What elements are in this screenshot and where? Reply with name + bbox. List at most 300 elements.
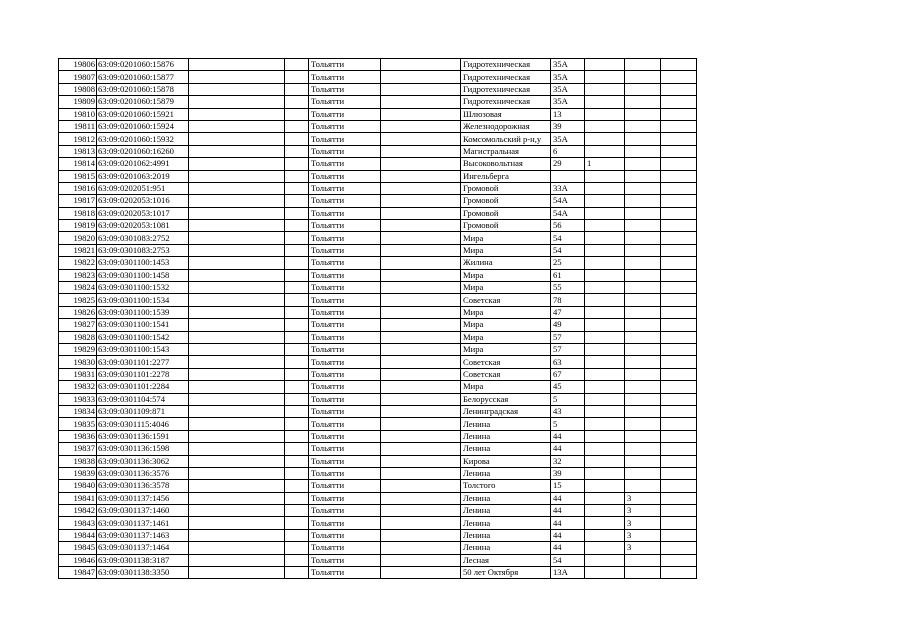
blank-cell xyxy=(189,133,285,145)
table-row xyxy=(59,232,697,244)
cadastral-number-cell: 63:09:0201060:15879 xyxy=(97,96,189,108)
blank-cell xyxy=(285,306,309,318)
blank-cell xyxy=(285,282,309,294)
cadastral-number-cell: 63:09:0202053:1016 xyxy=(97,195,189,207)
blank-cell xyxy=(189,207,285,219)
house-number-cell: 15 xyxy=(551,480,585,492)
blank-cell xyxy=(189,368,285,380)
table-row xyxy=(59,356,697,368)
row-number-cell: 19813 xyxy=(59,145,97,157)
city-cell: Тольятти xyxy=(309,356,381,368)
blank-cell xyxy=(189,529,285,541)
building-cell xyxy=(585,59,625,71)
city-cell: Тольятти xyxy=(309,381,381,393)
city-cell: Тольятти xyxy=(309,430,381,442)
blank-cell xyxy=(285,220,309,232)
blank-cell xyxy=(285,195,309,207)
blank-cell xyxy=(381,343,461,355)
cadastral-number-cell: 63:09:0201062:4991 xyxy=(97,158,189,170)
apartment-cell xyxy=(625,567,661,579)
row-number-cell: 19818 xyxy=(59,207,97,219)
table-row xyxy=(59,71,697,83)
table-row xyxy=(59,517,697,529)
cadastral-number-cell: 63:09:0301137:1456 xyxy=(97,492,189,504)
blank-cell xyxy=(285,170,309,182)
blank-cell xyxy=(285,96,309,108)
blank-cell xyxy=(381,567,461,579)
row-number-cell: 19833 xyxy=(59,393,97,405)
blank-cell xyxy=(189,257,285,269)
cadastral-number-cell: 63:09:0301136:3576 xyxy=(97,467,189,479)
street-cell: Магистральная xyxy=(461,145,551,157)
table-row xyxy=(59,108,697,120)
apartment-cell xyxy=(625,83,661,95)
blank-cell xyxy=(381,505,461,517)
row-number-cell: 19819 xyxy=(59,220,97,232)
house-number-cell: 25 xyxy=(551,257,585,269)
house-number-cell: 32 xyxy=(551,455,585,467)
building-cell xyxy=(585,244,625,256)
apartment-cell xyxy=(625,257,661,269)
city-cell: Тольятти xyxy=(309,269,381,281)
building-cell xyxy=(585,405,625,417)
blank-cell xyxy=(189,381,285,393)
blank-cell xyxy=(285,492,309,504)
blank-cell xyxy=(661,443,697,455)
table-row xyxy=(59,220,697,232)
row-number-cell: 19808 xyxy=(59,83,97,95)
blank-cell xyxy=(189,220,285,232)
cadastral-number-cell: 63:09:0301100:1542 xyxy=(97,331,189,343)
cadastral-number-cell: 63:09:0301083:2752 xyxy=(97,232,189,244)
house-number-cell: 44 xyxy=(551,505,585,517)
row-number-cell: 19828 xyxy=(59,331,97,343)
cadastral-number-cell: 63:09:0301136:3062 xyxy=(97,455,189,467)
apartment-cell xyxy=(625,120,661,132)
blank-cell xyxy=(189,59,285,71)
blank-cell xyxy=(189,195,285,207)
cadastral-number-cell: 63:09:0301109:871 xyxy=(97,405,189,417)
city-cell: Тольятти xyxy=(309,554,381,566)
apartment-cell xyxy=(625,306,661,318)
building-cell xyxy=(585,542,625,554)
street-cell: Ленина xyxy=(461,492,551,504)
blank-cell xyxy=(285,331,309,343)
city-cell: Тольятти xyxy=(309,418,381,430)
blank-cell xyxy=(381,405,461,417)
table-row xyxy=(59,418,697,430)
blank-cell xyxy=(661,96,697,108)
row-number-cell: 19822 xyxy=(59,257,97,269)
city-cell: Тольятти xyxy=(309,542,381,554)
blank-cell xyxy=(285,319,309,331)
blank-cell xyxy=(285,467,309,479)
blank-cell xyxy=(189,96,285,108)
table-row xyxy=(59,430,697,442)
building-cell xyxy=(585,381,625,393)
blank-cell xyxy=(381,120,461,132)
city-cell: Тольятти xyxy=(309,492,381,504)
blank-cell xyxy=(189,492,285,504)
row-number-cell: 19840 xyxy=(59,480,97,492)
house-number-cell: 67 xyxy=(551,368,585,380)
building-cell xyxy=(585,170,625,182)
apartment-cell xyxy=(625,381,661,393)
blank-cell xyxy=(285,393,309,405)
blank-cell xyxy=(381,294,461,306)
row-number-cell: 19816 xyxy=(59,182,97,194)
blank-cell xyxy=(285,269,309,281)
blank-cell xyxy=(661,182,697,194)
cadastral-number-cell: 63:09:0301100:1453 xyxy=(97,257,189,269)
house-number-cell: 43 xyxy=(551,405,585,417)
blank-cell xyxy=(661,418,697,430)
blank-cell xyxy=(661,405,697,417)
blank-cell xyxy=(381,331,461,343)
row-number-cell: 19826 xyxy=(59,306,97,318)
row-number-cell: 19839 xyxy=(59,467,97,479)
street-cell: Ленина xyxy=(461,430,551,442)
blank-cell xyxy=(381,108,461,120)
blank-cell xyxy=(285,381,309,393)
row-number-cell: 19842 xyxy=(59,505,97,517)
cadastral-number-cell: 63:09:0301101:2278 xyxy=(97,368,189,380)
apartment-cell: 3 xyxy=(625,529,661,541)
blank-cell xyxy=(661,567,697,579)
table-row xyxy=(59,282,697,294)
city-cell: Тольятти xyxy=(309,96,381,108)
cadastral-number-cell: 63:09:0301136:1591 xyxy=(97,430,189,442)
city-cell: Тольятти xyxy=(309,517,381,529)
building-cell xyxy=(585,368,625,380)
house-number-cell: 54А xyxy=(551,207,585,219)
apartment-cell xyxy=(625,158,661,170)
apartment-cell xyxy=(625,108,661,120)
blank-cell xyxy=(189,306,285,318)
row-number-cell: 19821 xyxy=(59,244,97,256)
apartment-cell xyxy=(625,195,661,207)
blank-cell xyxy=(189,517,285,529)
house-number-cell: 56 xyxy=(551,220,585,232)
blank-cell xyxy=(661,517,697,529)
house-number-cell: 45 xyxy=(551,381,585,393)
apartment-cell xyxy=(625,269,661,281)
cadastral-number-cell: 63:09:0301104:574 xyxy=(97,393,189,405)
street-cell: Ленина xyxy=(461,517,551,529)
building-cell xyxy=(585,294,625,306)
row-number-cell: 19847 xyxy=(59,567,97,579)
blank-cell xyxy=(381,368,461,380)
blank-cell xyxy=(189,356,285,368)
city-cell: Тольятти xyxy=(309,480,381,492)
building-cell xyxy=(585,145,625,157)
blank-cell xyxy=(285,505,309,517)
table-row xyxy=(59,529,697,541)
blank-cell xyxy=(189,282,285,294)
building-cell xyxy=(585,331,625,343)
house-number-cell: 35А xyxy=(551,133,585,145)
blank-cell xyxy=(661,282,697,294)
house-number-cell: 44 xyxy=(551,443,585,455)
blank-cell xyxy=(381,59,461,71)
apartment-cell xyxy=(625,455,661,467)
house-number-cell: 44 xyxy=(551,430,585,442)
table-row xyxy=(59,480,697,492)
blank-cell xyxy=(381,257,461,269)
street-cell: Ленина xyxy=(461,529,551,541)
table-row xyxy=(59,145,697,157)
street-cell: 50 лет Октября xyxy=(461,567,551,579)
blank-cell xyxy=(661,83,697,95)
house-number-cell: 33А xyxy=(551,182,585,194)
blank-cell xyxy=(381,430,461,442)
table-row xyxy=(59,505,697,517)
row-number-cell: 19829 xyxy=(59,343,97,355)
city-cell: Тольятти xyxy=(309,108,381,120)
blank-cell xyxy=(381,269,461,281)
blank-cell xyxy=(661,244,697,256)
blank-cell xyxy=(189,294,285,306)
table-row xyxy=(59,455,697,467)
blank-cell xyxy=(661,368,697,380)
building-cell xyxy=(585,257,625,269)
blank-cell xyxy=(661,319,697,331)
table-row xyxy=(59,59,697,71)
street-cell: Мира xyxy=(461,331,551,343)
blank-cell xyxy=(285,554,309,566)
table-row xyxy=(59,207,697,219)
blank-cell xyxy=(189,567,285,579)
street-cell: Мира xyxy=(461,282,551,294)
apartment-cell xyxy=(625,331,661,343)
street-cell: Гидротехническая xyxy=(461,96,551,108)
blank-cell xyxy=(381,133,461,145)
house-number-cell: 35А xyxy=(551,96,585,108)
blank-cell xyxy=(189,170,285,182)
blank-cell xyxy=(381,529,461,541)
city-cell: Тольятти xyxy=(309,83,381,95)
row-number-cell: 19830 xyxy=(59,356,97,368)
blank-cell xyxy=(189,467,285,479)
cadastral-number-cell: 63:09:0301100:1539 xyxy=(97,306,189,318)
blank-cell xyxy=(381,195,461,207)
apartment-cell xyxy=(625,319,661,331)
row-number-cell: 19841 xyxy=(59,492,97,504)
table-row xyxy=(59,405,697,417)
city-cell: Тольятти xyxy=(309,467,381,479)
blank-cell xyxy=(661,195,697,207)
apartment-cell: 3 xyxy=(625,505,661,517)
blank-cell xyxy=(189,554,285,566)
street-cell: Толстого xyxy=(461,480,551,492)
table-row xyxy=(59,269,697,281)
house-number-cell: 78 xyxy=(551,294,585,306)
table-row xyxy=(59,257,697,269)
building-cell xyxy=(585,207,625,219)
street-cell: Мира xyxy=(461,244,551,256)
blank-cell xyxy=(381,71,461,83)
table-row xyxy=(59,306,697,318)
table-row xyxy=(59,319,697,331)
blank-cell xyxy=(381,356,461,368)
city-cell: Тольятти xyxy=(309,71,381,83)
building-cell xyxy=(585,195,625,207)
house-number-cell: 54 xyxy=(551,554,585,566)
city-cell: Тольятти xyxy=(309,368,381,380)
table-row xyxy=(59,331,697,343)
apartment-cell xyxy=(625,393,661,405)
street-cell: Гидротехническая xyxy=(461,71,551,83)
blank-cell xyxy=(285,418,309,430)
city-cell: Тольятти xyxy=(309,120,381,132)
building-cell xyxy=(585,517,625,529)
table-row xyxy=(59,182,697,194)
blank-cell xyxy=(189,120,285,132)
blank-cell xyxy=(661,207,697,219)
apartment-cell xyxy=(625,356,661,368)
city-cell: Тольятти xyxy=(309,158,381,170)
city-cell: Тольятти xyxy=(309,59,381,71)
building-cell: 1 xyxy=(585,158,625,170)
blank-cell xyxy=(189,232,285,244)
cadastral-number-cell: 63:09:0201060:16260 xyxy=(97,145,189,157)
blank-cell xyxy=(285,59,309,71)
row-number-cell: 19811 xyxy=(59,120,97,132)
blank-cell xyxy=(189,244,285,256)
building-cell xyxy=(585,133,625,145)
house-number-cell: 44 xyxy=(551,542,585,554)
cadastral-number-cell: 63:09:0202053:1017 xyxy=(97,207,189,219)
blank-cell xyxy=(189,83,285,95)
cadastral-number-cell: 63:09:0202051:951 xyxy=(97,182,189,194)
table-row xyxy=(59,244,697,256)
building-cell xyxy=(585,505,625,517)
building-cell xyxy=(585,343,625,355)
blank-cell xyxy=(285,71,309,83)
building-cell xyxy=(585,430,625,442)
row-number-cell: 19836 xyxy=(59,430,97,442)
city-cell: Тольятти xyxy=(309,443,381,455)
blank-cell xyxy=(661,393,697,405)
blank-cell xyxy=(381,443,461,455)
row-number-cell: 19834 xyxy=(59,405,97,417)
blank-cell xyxy=(285,542,309,554)
street-cell: Мира xyxy=(461,269,551,281)
row-number-cell: 19825 xyxy=(59,294,97,306)
blank-cell xyxy=(661,467,697,479)
street-cell: Ленина xyxy=(461,542,551,554)
apartment-cell: 3 xyxy=(625,542,661,554)
street-cell: Кирова xyxy=(461,455,551,467)
blank-cell xyxy=(661,542,697,554)
street-cell: Громовой xyxy=(461,182,551,194)
blank-cell xyxy=(381,455,461,467)
blank-cell xyxy=(381,145,461,157)
blank-cell xyxy=(285,294,309,306)
cadastral-number-cell: 63:09:0301100:1532 xyxy=(97,282,189,294)
blank-cell xyxy=(189,343,285,355)
building-cell xyxy=(585,269,625,281)
table-row xyxy=(59,294,697,306)
street-cell: Шлюзовая xyxy=(461,108,551,120)
blank-cell xyxy=(285,343,309,355)
building-cell xyxy=(585,554,625,566)
city-cell: Тольятти xyxy=(309,145,381,157)
house-number-cell: 44 xyxy=(551,529,585,541)
blank-cell xyxy=(285,120,309,132)
blank-cell xyxy=(381,220,461,232)
building-cell xyxy=(585,492,625,504)
blank-cell xyxy=(285,356,309,368)
row-number-cell: 19843 xyxy=(59,517,97,529)
cadastral-number-cell: 63:09:0301137:1464 xyxy=(97,542,189,554)
apartment-cell xyxy=(625,480,661,492)
city-cell: Тольятти xyxy=(309,232,381,244)
blank-cell xyxy=(381,170,461,182)
city-cell: Тольятти xyxy=(309,393,381,405)
street-cell: Лесная xyxy=(461,554,551,566)
blank-cell xyxy=(661,170,697,182)
apartment-cell xyxy=(625,343,661,355)
blank-cell xyxy=(661,269,697,281)
address-register-table xyxy=(58,58,697,579)
cadastral-number-cell: 63:09:0201060:15932 xyxy=(97,133,189,145)
blank-cell xyxy=(381,182,461,194)
blank-cell xyxy=(661,430,697,442)
building-cell xyxy=(585,120,625,132)
apartment-cell xyxy=(625,220,661,232)
blank-cell xyxy=(189,393,285,405)
house-number-cell: 63 xyxy=(551,356,585,368)
house-number-cell: 54 xyxy=(551,244,585,256)
house-number-cell: 44 xyxy=(551,492,585,504)
row-number-cell: 19835 xyxy=(59,418,97,430)
blank-cell xyxy=(661,71,697,83)
building-cell xyxy=(585,567,625,579)
blank-cell xyxy=(285,455,309,467)
house-number-cell: 47 xyxy=(551,306,585,318)
house-number-cell: 35А xyxy=(551,71,585,83)
apartment-cell xyxy=(625,282,661,294)
apartment-cell xyxy=(625,244,661,256)
street-cell: Ленина xyxy=(461,418,551,430)
apartment-cell xyxy=(625,59,661,71)
table-row xyxy=(59,467,697,479)
cadastral-number-cell: 63:09:0301100:1534 xyxy=(97,294,189,306)
row-number-cell: 19812 xyxy=(59,133,97,145)
blank-cell xyxy=(189,319,285,331)
city-cell: Тольятти xyxy=(309,207,381,219)
row-number-cell: 19845 xyxy=(59,542,97,554)
table-row xyxy=(59,542,697,554)
street-cell: Ленина xyxy=(461,467,551,479)
table-row xyxy=(59,170,697,182)
house-number-cell: 35А xyxy=(551,59,585,71)
building-cell xyxy=(585,83,625,95)
cadastral-number-cell: 63:09:0301138:3187 xyxy=(97,554,189,566)
blank-cell xyxy=(285,83,309,95)
city-cell: Тольятти xyxy=(309,505,381,517)
city-cell: Тольятти xyxy=(309,220,381,232)
house-number-cell: 5 xyxy=(551,393,585,405)
blank-cell xyxy=(285,182,309,194)
house-number-cell: 39 xyxy=(551,120,585,132)
apartment-cell xyxy=(625,182,661,194)
row-number-cell: 19844 xyxy=(59,529,97,541)
blank-cell xyxy=(381,418,461,430)
apartment-cell xyxy=(625,96,661,108)
row-number-cell: 19832 xyxy=(59,381,97,393)
